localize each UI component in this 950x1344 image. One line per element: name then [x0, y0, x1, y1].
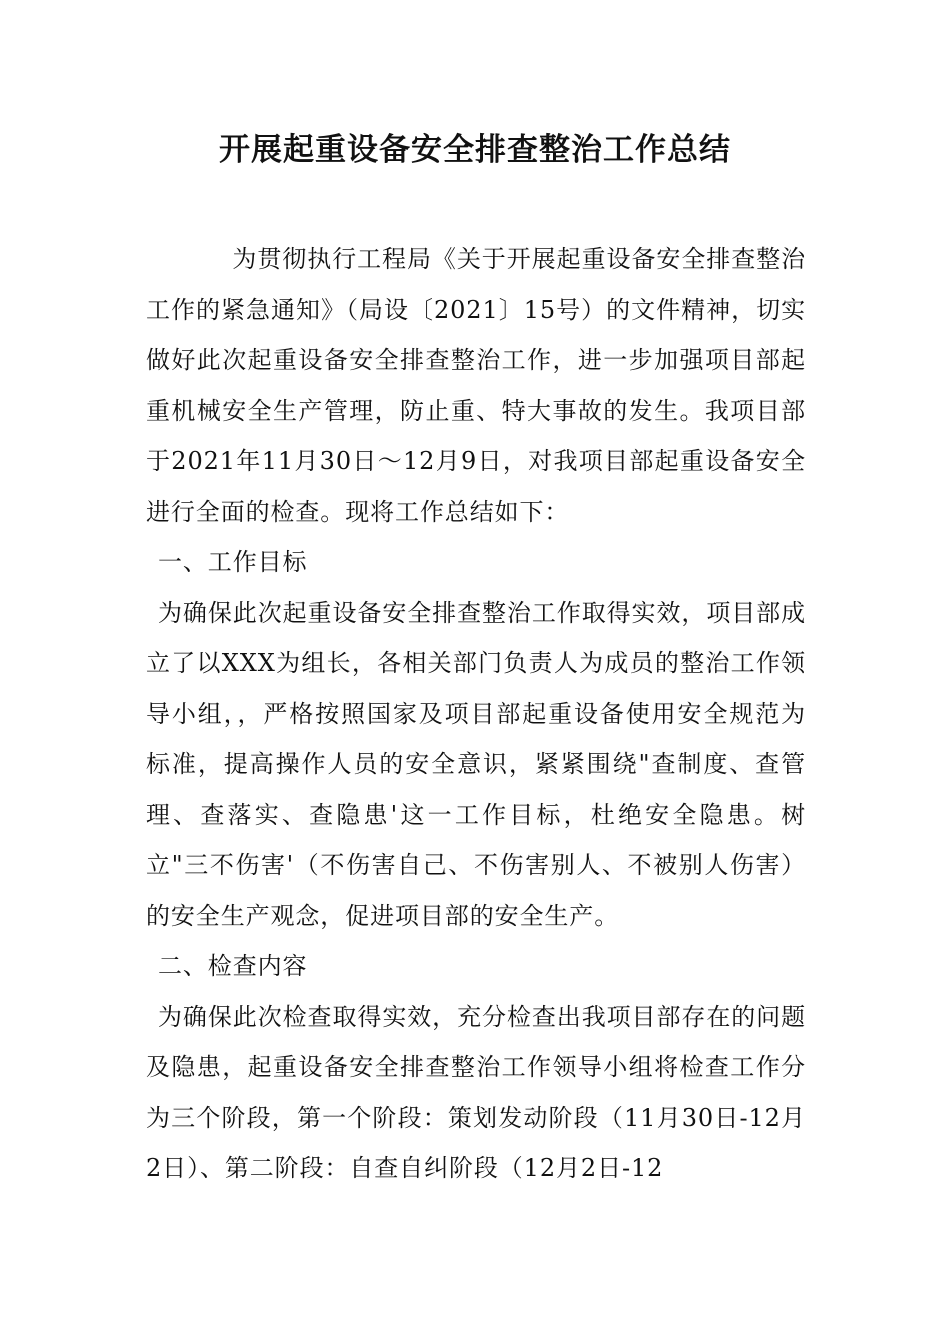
- document-title: 开展起重设备安全排查整治工作总结: [219, 132, 731, 168]
- section-heading-goals: 一、工作目标: [158, 548, 308, 576]
- section-heading-content: 二、检查内容: [158, 952, 308, 980]
- document-body: [146, 234, 806, 1194]
- paragraph-goals: 为确保此次起重设备安全排查整治工作取得实效，项目部成立了以XXX为组长，各相关部门负责人为成员的整治工作领导小组，，严格按照国家及项目部起重设备使用安全规范为标准，提高操作人员的安全意识，紧紧围绕"查制度、查管理、查落实、查隐患'这一工作目标，杜绝安全隐患。树立"三不伤害'（不伤害自己、不伤害别人、不被别人伤害）的安全生产观念，促进项目部的安全生产。: [146, 598, 806, 930]
- paragraph-intro: 为贯彻执行工程局《关于开展起重设备安全排查整治工作的紧急通知》（局设〔2021〕15号）的文件精神，切实做好此次起重设备安全排查整治工作，进一步加强项目部起重机械安全生产管理，防止重、特大事故的发生。我项目部于2021年11月30日～12月9日，对我项目部起重设备安全进行全面的检查。现将工作总结如下：: [146, 245, 806, 526]
- paragraph-content: 为确保此次检查取得实效，充分检查出我项目部存在的问题及隐患，起重设备安全排查整治工作领导小组将检查工作分为三个阶段，第一个阶段：策划发动阶段（11月30日-12月2日）、第二阶段：自查自纠阶段（12月2日-12: [146, 1002, 806, 1182]
